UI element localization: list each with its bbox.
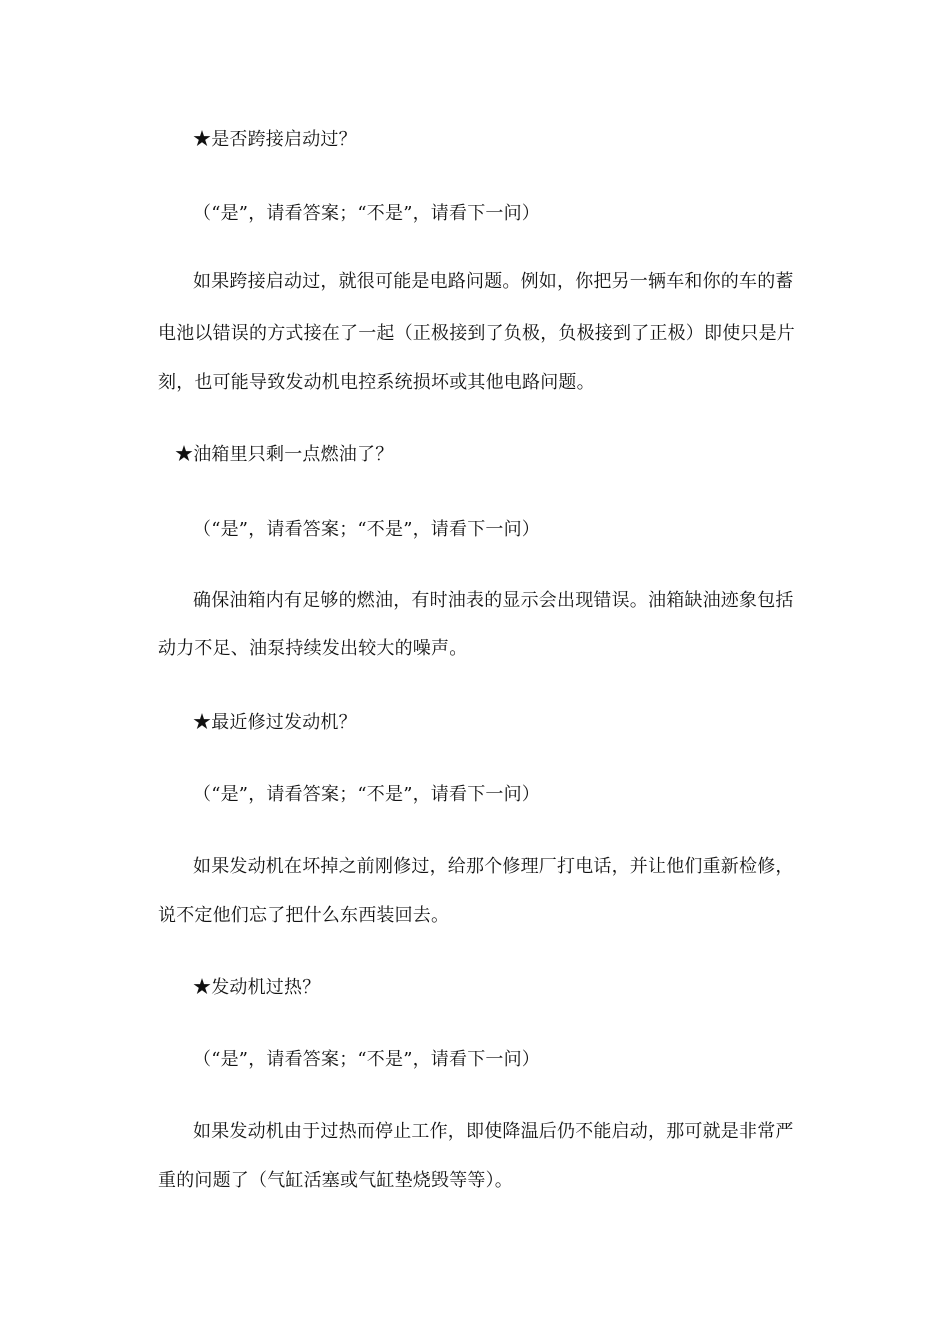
answer-prompt: （“是”，请看答案；“不是”，请看下一问） — [193, 203, 541, 224]
answer-text-line: 刻，也可能导致发动机电控系统损坏或其他电路问题。 — [158, 372, 595, 393]
answer-prompt: （“是”，请看答案；“不是”，请看下一问） — [193, 1049, 541, 1070]
answer-text-line: 电池以错误的方式接在了一起（正极接到了负极，负极接到了正极）即使只是片 — [158, 323, 795, 344]
answer-text-line: 如果跨接启动过，就很可能是电路问题。例如，你把另一辆车和你的车的蓄 — [193, 271, 794, 292]
question-heading: ★最近修过发动机？ — [193, 712, 357, 733]
answer-prompt: （“是”，请看答案；“不是”，请看下一问） — [193, 784, 541, 805]
answer-text-line: 如果发动机在坏掉之前刚修过，给那个修理厂打电话，并让他们重新检修， — [193, 856, 794, 877]
answer-text-line: 动力不足、油泵持续发出较大的噪声。 — [158, 638, 468, 659]
answer-text-line: 说不定他们忘了把什么东西装回去。 — [158, 905, 450, 926]
answer-text-line: 如果发动机由于过热而停止工作，即使降温后仍不能启动，那可就是非常严 — [193, 1121, 794, 1142]
question-heading: ★油箱里只剩一点燃油了？ — [175, 444, 394, 465]
answer-text-line: 确保油箱内有足够的燃油，有时油表的显示会出现错误。油箱缺油迹象包括 — [193, 590, 794, 611]
question-heading: ★发动机过热？ — [193, 977, 321, 998]
answer-prompt: （“是”，请看答案；“不是”，请看下一问） — [193, 519, 541, 540]
question-heading: ★是否跨接启动过？ — [193, 129, 357, 150]
answer-text-line: 重的问题了（气缸活塞或气缸垫烧毁等等）。 — [158, 1170, 513, 1191]
